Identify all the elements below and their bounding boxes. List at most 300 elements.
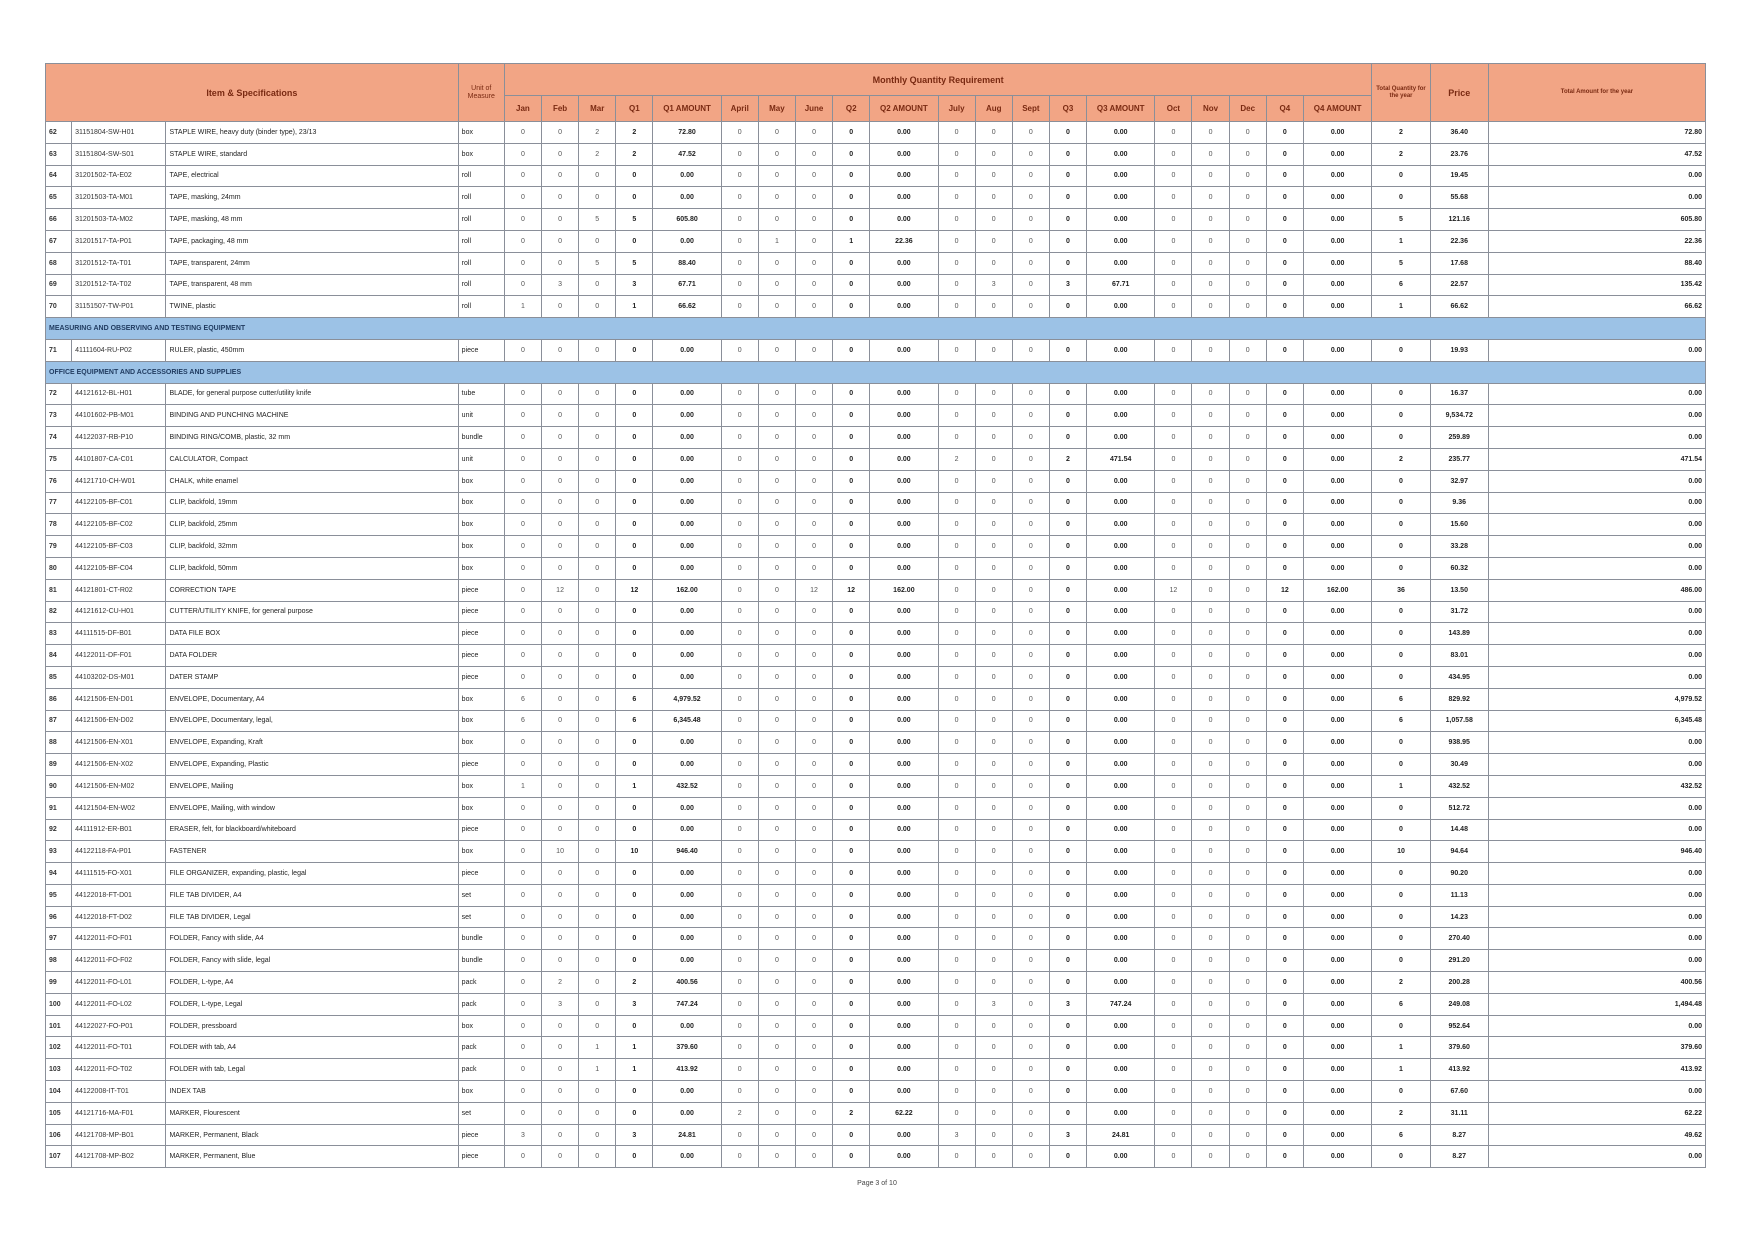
table-cell: 1 bbox=[616, 775, 653, 797]
table-cell: 1 bbox=[1372, 230, 1430, 252]
table-cell: 0 bbox=[938, 339, 975, 361]
table-cell: 0 bbox=[975, 427, 1012, 449]
table-cell: 104 bbox=[46, 1081, 72, 1103]
category-row bbox=[46, 361, 1706, 383]
table-cell: 0 bbox=[721, 841, 758, 863]
table-cell: 0 bbox=[758, 536, 795, 558]
table-cell: 0 bbox=[938, 209, 975, 231]
table-cell: pack bbox=[458, 1059, 504, 1081]
table-cell: 2 bbox=[616, 972, 653, 994]
table-cell: 0.00 bbox=[1087, 754, 1155, 776]
table-cell: roll bbox=[458, 296, 504, 318]
table-cell: 0 bbox=[1229, 928, 1266, 950]
table-cell: 0.00 bbox=[870, 1081, 938, 1103]
table-cell: 0.00 bbox=[1488, 339, 1705, 361]
table-row bbox=[46, 1037, 1706, 1059]
table-cell: 87 bbox=[46, 710, 72, 732]
table-cell: 0 bbox=[1155, 1015, 1192, 1037]
table-cell: 0 bbox=[975, 863, 1012, 885]
table-cell: 0 bbox=[579, 230, 616, 252]
total-qty-header: Total Quantity for the year bbox=[1372, 64, 1430, 122]
table-cell: 0 bbox=[721, 1146, 758, 1168]
table-cell: 22.36 bbox=[870, 230, 938, 252]
table-cell: 0 bbox=[938, 165, 975, 187]
table-cell: 0 bbox=[1155, 405, 1192, 427]
table-cell: 0 bbox=[542, 536, 579, 558]
table-cell: 60.32 bbox=[1430, 557, 1488, 579]
table-cell: 0.00 bbox=[1488, 819, 1705, 841]
table-row bbox=[46, 601, 1706, 623]
table-cell: 0 bbox=[1266, 906, 1303, 928]
table-cell: 0 bbox=[616, 427, 653, 449]
table-cell: 0 bbox=[1192, 623, 1229, 645]
table-cell: 413.92 bbox=[1488, 1059, 1705, 1081]
table-cell: 0 bbox=[975, 928, 1012, 950]
month-header-cell: Q4 AMOUNT bbox=[1303, 96, 1371, 122]
table-cell: 0 bbox=[1192, 143, 1229, 165]
table-cell: 49.62 bbox=[1488, 1124, 1705, 1146]
table-cell: 0 bbox=[1266, 645, 1303, 667]
table-cell: 0 bbox=[1192, 448, 1229, 470]
table-cell: 0 bbox=[758, 448, 795, 470]
table-cell: 0 bbox=[833, 165, 870, 187]
table-row bbox=[46, 1015, 1706, 1037]
table-cell: 0.00 bbox=[1087, 797, 1155, 819]
table-cell: 0 bbox=[975, 819, 1012, 841]
table-cell: 0 bbox=[1012, 906, 1049, 928]
table-cell: 0 bbox=[616, 557, 653, 579]
table-cell: 44111515-FO-X01 bbox=[72, 863, 166, 885]
table-cell: 0 bbox=[579, 754, 616, 776]
table-row bbox=[46, 230, 1706, 252]
table-cell: 94 bbox=[46, 863, 72, 885]
table-cell: ENVELOPE, Documentary, legal, bbox=[166, 710, 458, 732]
table-cell: 0 bbox=[504, 863, 541, 885]
table-cell: 0 bbox=[1372, 601, 1430, 623]
table-cell: 0 bbox=[975, 557, 1012, 579]
table-cell: 0 bbox=[1266, 339, 1303, 361]
table-cell: 0 bbox=[1266, 623, 1303, 645]
table-cell: 0 bbox=[1266, 165, 1303, 187]
table-cell: 0 bbox=[975, 1037, 1012, 1059]
table-cell: 0 bbox=[1012, 601, 1049, 623]
table-cell: 0.00 bbox=[1303, 928, 1371, 950]
table-cell: 0 bbox=[1012, 1124, 1049, 1146]
table-cell: 0 bbox=[616, 165, 653, 187]
table-cell: 0 bbox=[758, 339, 795, 361]
table-cell: 0.00 bbox=[1087, 884, 1155, 906]
table-cell: 0 bbox=[975, 165, 1012, 187]
table-cell: DATA FOLDER bbox=[166, 645, 458, 667]
table-cell: 0.00 bbox=[653, 601, 721, 623]
table-cell: 13.50 bbox=[1430, 579, 1488, 601]
table-cell: 0 bbox=[721, 1037, 758, 1059]
table-cell: 2 bbox=[1372, 122, 1430, 144]
table-cell: 0 bbox=[721, 339, 758, 361]
table-cell: 85 bbox=[46, 666, 72, 688]
table-cell: 3 bbox=[504, 1124, 541, 1146]
table-cell: 1 bbox=[504, 296, 541, 318]
table-cell: 0 bbox=[542, 775, 579, 797]
table-cell: 65 bbox=[46, 187, 72, 209]
table-cell: 0 bbox=[975, 579, 1012, 601]
table-cell: 0.00 bbox=[1303, 645, 1371, 667]
table-cell: 0 bbox=[833, 143, 870, 165]
table-row bbox=[46, 209, 1706, 231]
table-cell: 432.52 bbox=[653, 775, 721, 797]
table-cell: 0 bbox=[1155, 492, 1192, 514]
table-cell: 0 bbox=[1192, 754, 1229, 776]
table-cell: 0.00 bbox=[653, 492, 721, 514]
table-cell: 103 bbox=[46, 1059, 72, 1081]
table-cell: 0.00 bbox=[1303, 906, 1371, 928]
table-cell: TAPE, masking, 24mm bbox=[166, 187, 458, 209]
table-cell: 400.56 bbox=[1488, 972, 1705, 994]
table-cell: CALCULATOR, Compact bbox=[166, 448, 458, 470]
table-row bbox=[46, 514, 1706, 536]
table-cell: 0 bbox=[758, 1015, 795, 1037]
table-cell: FILE ORGANIZER, expanding, plastic, legal bbox=[166, 863, 458, 885]
table-cell: 379.60 bbox=[1488, 1037, 1705, 1059]
table-cell: 0.00 bbox=[870, 688, 938, 710]
table-cell: 0 bbox=[504, 841, 541, 863]
table-cell: 0 bbox=[758, 165, 795, 187]
table-cell: 0 bbox=[579, 165, 616, 187]
table-cell: piece bbox=[458, 339, 504, 361]
table-cell: 0 bbox=[1229, 601, 1266, 623]
table-cell: 0 bbox=[1266, 884, 1303, 906]
table-cell: 0 bbox=[721, 1059, 758, 1081]
table-cell: 0 bbox=[1012, 819, 1049, 841]
table-cell: 0 bbox=[1192, 906, 1229, 928]
table-cell: 0 bbox=[1012, 165, 1049, 187]
table-cell: 0 bbox=[721, 165, 758, 187]
table-cell: 0.00 bbox=[1488, 492, 1705, 514]
table-cell: 0 bbox=[1049, 972, 1086, 994]
table-cell: 0 bbox=[1192, 666, 1229, 688]
table-cell: 0.00 bbox=[1087, 492, 1155, 514]
table-cell: 31201503-TA-M02 bbox=[72, 209, 166, 231]
table-cell: 0.00 bbox=[1087, 819, 1155, 841]
month-header-cell: Q1 bbox=[616, 96, 653, 122]
table-cell: 0 bbox=[1155, 448, 1192, 470]
table-cell: 0 bbox=[542, 1015, 579, 1037]
table-cell: 0 bbox=[758, 863, 795, 885]
table-cell: 0 bbox=[721, 775, 758, 797]
table-cell: 0 bbox=[721, 274, 758, 296]
table-cell: box bbox=[458, 710, 504, 732]
month-header-cell: April bbox=[721, 96, 758, 122]
table-cell: 0 bbox=[1012, 1102, 1049, 1124]
table-cell: 0 bbox=[938, 775, 975, 797]
table-cell: 1 bbox=[616, 296, 653, 318]
table-cell: 0 bbox=[542, 906, 579, 928]
table-cell: CLIP, backfold, 32mm bbox=[166, 536, 458, 558]
table-cell: 0 bbox=[1049, 1059, 1086, 1081]
table-cell: 0 bbox=[1372, 666, 1430, 688]
table-cell: 3 bbox=[975, 274, 1012, 296]
table-cell: 0 bbox=[1155, 557, 1192, 579]
table-cell: FOLDER, Fancy with slide, legal bbox=[166, 950, 458, 972]
table-cell: 0 bbox=[1155, 884, 1192, 906]
table-cell: 0 bbox=[833, 1015, 870, 1037]
table-cell: 0.00 bbox=[1488, 165, 1705, 187]
table-cell: 0 bbox=[616, 884, 653, 906]
table-cell: 0 bbox=[542, 928, 579, 950]
table-cell: 0 bbox=[795, 492, 832, 514]
table-cell: 0 bbox=[579, 492, 616, 514]
table-cell: 0 bbox=[1266, 775, 1303, 797]
table-cell: 0 bbox=[1229, 884, 1266, 906]
table-cell: CHALK, white enamel bbox=[166, 470, 458, 492]
table-cell: 5 bbox=[1372, 252, 1430, 274]
table-cell: 12 bbox=[542, 579, 579, 601]
table-cell: 0 bbox=[938, 863, 975, 885]
table-cell: 0 bbox=[833, 906, 870, 928]
table-cell: 0.00 bbox=[870, 732, 938, 754]
table-cell: 0 bbox=[1229, 230, 1266, 252]
table-cell: 0.00 bbox=[1488, 601, 1705, 623]
table-cell: 0 bbox=[1372, 645, 1430, 667]
table-cell: 946.40 bbox=[653, 841, 721, 863]
table-cell: 0 bbox=[1372, 1146, 1430, 1168]
table-cell: 88 bbox=[46, 732, 72, 754]
table-cell: 0 bbox=[833, 122, 870, 144]
table-cell: 0 bbox=[758, 405, 795, 427]
table-cell: 0 bbox=[1192, 252, 1229, 274]
table-cell: 0 bbox=[1012, 797, 1049, 819]
table-cell: 44111912-ER-B01 bbox=[72, 819, 166, 841]
table-cell: 0 bbox=[1372, 754, 1430, 776]
table-cell: 0 bbox=[1192, 274, 1229, 296]
table-cell: 62.22 bbox=[870, 1102, 938, 1124]
table-cell: 0 bbox=[1192, 601, 1229, 623]
table-cell: 0.00 bbox=[1488, 645, 1705, 667]
table-cell: 0 bbox=[579, 274, 616, 296]
table-cell: 0.00 bbox=[1303, 383, 1371, 405]
table-cell: 0.00 bbox=[1087, 557, 1155, 579]
table-cell: 0 bbox=[795, 688, 832, 710]
table-cell: 0 bbox=[975, 296, 1012, 318]
table-row bbox=[46, 143, 1706, 165]
table-cell: 0 bbox=[833, 841, 870, 863]
table-cell: 0 bbox=[504, 492, 541, 514]
table-cell: 0 bbox=[1155, 187, 1192, 209]
table-cell: 0 bbox=[975, 732, 1012, 754]
price-header: Price bbox=[1430, 64, 1488, 122]
table-cell: 0 bbox=[758, 1102, 795, 1124]
table-cell: 0 bbox=[1372, 536, 1430, 558]
table-cell: 0 bbox=[795, 928, 832, 950]
table-cell: 0 bbox=[579, 339, 616, 361]
table-cell: 0.00 bbox=[1488, 906, 1705, 928]
table-cell: 0 bbox=[795, 1081, 832, 1103]
month-header-cell: Jan bbox=[504, 96, 541, 122]
table-cell: 0 bbox=[542, 448, 579, 470]
table-cell: 0.00 bbox=[653, 754, 721, 776]
table-cell: 0 bbox=[1155, 623, 1192, 645]
table-cell: 0 bbox=[975, 1124, 1012, 1146]
table-cell: 0 bbox=[1012, 405, 1049, 427]
table-cell: 0 bbox=[616, 1102, 653, 1124]
table-row bbox=[46, 645, 1706, 667]
table-cell: 0 bbox=[1229, 906, 1266, 928]
table-cell: 0.00 bbox=[1488, 1081, 1705, 1103]
table-cell: 0 bbox=[833, 863, 870, 885]
table-cell: 0 bbox=[975, 841, 1012, 863]
table-cell: 0 bbox=[1012, 1081, 1049, 1103]
table-cell: FOLDER, L-type, Legal bbox=[166, 993, 458, 1015]
table-cell: 0 bbox=[833, 383, 870, 405]
table-cell: 0 bbox=[975, 514, 1012, 536]
table-cell: 0 bbox=[542, 209, 579, 231]
table-cell: 24.81 bbox=[653, 1124, 721, 1146]
table-cell: 0 bbox=[1266, 993, 1303, 1015]
table-cell: CLIP, backfold, 19mm bbox=[166, 492, 458, 514]
table-cell: 0 bbox=[833, 187, 870, 209]
table-cell: 0 bbox=[1192, 884, 1229, 906]
table-cell: 0 bbox=[542, 557, 579, 579]
month-header-cell: Q2 bbox=[833, 96, 870, 122]
table-cell: 0 bbox=[938, 645, 975, 667]
table-cell: 72.80 bbox=[653, 122, 721, 144]
table-cell: 0 bbox=[1155, 514, 1192, 536]
table-cell: 0 bbox=[795, 296, 832, 318]
table-cell: 0 bbox=[833, 252, 870, 274]
table-cell: 0 bbox=[721, 427, 758, 449]
table-cell: 0 bbox=[1192, 405, 1229, 427]
table-cell: 44121612-CU-H01 bbox=[72, 601, 166, 623]
table-cell: 0 bbox=[1012, 732, 1049, 754]
table-cell: 270.40 bbox=[1430, 928, 1488, 950]
table-cell: 952.64 bbox=[1430, 1015, 1488, 1037]
table-cell: 0.00 bbox=[1303, 884, 1371, 906]
table-cell: 0.00 bbox=[1488, 470, 1705, 492]
table-cell: 1 bbox=[616, 1059, 653, 1081]
table-cell: 0 bbox=[833, 514, 870, 536]
table-cell: 0 bbox=[1229, 492, 1266, 514]
table-cell: 0 bbox=[1229, 165, 1266, 187]
table-cell: 0 bbox=[721, 252, 758, 274]
table-cell: BLADE, for general purpose cutter/utility knife bbox=[166, 383, 458, 405]
table-cell: 0 bbox=[758, 579, 795, 601]
table-cell: 0.00 bbox=[653, 863, 721, 885]
table-cell: 0 bbox=[758, 1081, 795, 1103]
table-cell: 0 bbox=[542, 601, 579, 623]
table-cell: 0 bbox=[721, 819, 758, 841]
table-cell: 0 bbox=[504, 666, 541, 688]
table-cell: 30.49 bbox=[1430, 754, 1488, 776]
table-cell: 0 bbox=[1155, 732, 1192, 754]
table-cell: 0 bbox=[1266, 841, 1303, 863]
table-cell: 0.00 bbox=[1488, 797, 1705, 819]
table-cell: 0 bbox=[938, 972, 975, 994]
table-cell: 0 bbox=[1372, 732, 1430, 754]
table-cell: 0 bbox=[504, 536, 541, 558]
table-cell: 0 bbox=[795, 884, 832, 906]
table-cell: 2 bbox=[1372, 972, 1430, 994]
table-cell: 0 bbox=[1155, 1146, 1192, 1168]
table-cell: 0 bbox=[1192, 209, 1229, 231]
table-cell: 67.71 bbox=[1087, 274, 1155, 296]
table-cell: TWINE, plastic bbox=[166, 296, 458, 318]
table-cell: 0 bbox=[1266, 405, 1303, 427]
table-cell: 0.00 bbox=[870, 122, 938, 144]
table-cell: 0 bbox=[975, 1102, 1012, 1124]
table-cell: 0 bbox=[1012, 1059, 1049, 1081]
table-cell: 0 bbox=[1049, 863, 1086, 885]
table-cell: 0 bbox=[975, 950, 1012, 972]
table-cell: 77 bbox=[46, 492, 72, 514]
table-cell: 0 bbox=[758, 972, 795, 994]
table-cell: 0 bbox=[542, 492, 579, 514]
table-cell: 0 bbox=[758, 274, 795, 296]
table-cell: 69 bbox=[46, 274, 72, 296]
table-cell: 0 bbox=[795, 187, 832, 209]
table-cell: 0.00 bbox=[1087, 252, 1155, 274]
table-cell: 432.52 bbox=[1430, 775, 1488, 797]
table-cell: 0 bbox=[504, 1015, 541, 1037]
table-cell: 0 bbox=[1012, 1146, 1049, 1168]
table-row bbox=[46, 666, 1706, 688]
table-row bbox=[46, 1124, 1706, 1146]
table-cell: 0 bbox=[542, 1146, 579, 1168]
table-cell: box bbox=[458, 514, 504, 536]
table-cell: 0.00 bbox=[870, 383, 938, 405]
table-cell: 83.01 bbox=[1430, 645, 1488, 667]
table-cell: 0 bbox=[795, 274, 832, 296]
table-cell: 0 bbox=[938, 143, 975, 165]
table-row bbox=[46, 296, 1706, 318]
table-cell: 0 bbox=[504, 165, 541, 187]
table-cell: 0 bbox=[1266, 492, 1303, 514]
table-cell: 0 bbox=[833, 775, 870, 797]
table-cell: 0 bbox=[938, 841, 975, 863]
table-cell: 6 bbox=[1372, 710, 1430, 732]
table-cell: 0.00 bbox=[653, 383, 721, 405]
table-cell: 1 bbox=[504, 775, 541, 797]
table-cell: 0 bbox=[1266, 1102, 1303, 1124]
table-cell: 0.00 bbox=[1303, 754, 1371, 776]
table-cell: 0 bbox=[938, 252, 975, 274]
table-cell: 44122027-FO-P01 bbox=[72, 1015, 166, 1037]
table-cell: 0.00 bbox=[1303, 710, 1371, 732]
table-cell: 0 bbox=[1266, 230, 1303, 252]
table-cell: 47.52 bbox=[1488, 143, 1705, 165]
table-cell: 3 bbox=[616, 274, 653, 296]
table-row bbox=[46, 841, 1706, 863]
table-cell: 0 bbox=[975, 536, 1012, 558]
table-cell: 0 bbox=[975, 492, 1012, 514]
table-cell: 0 bbox=[1266, 1037, 1303, 1059]
table-cell: 0.00 bbox=[870, 993, 938, 1015]
table-cell: 0.00 bbox=[1087, 165, 1155, 187]
table-cell: 0 bbox=[938, 666, 975, 688]
table-cell: 0 bbox=[1372, 470, 1430, 492]
table-cell: 0 bbox=[504, 797, 541, 819]
table-cell: 0 bbox=[1012, 448, 1049, 470]
table-cell: 0 bbox=[795, 143, 832, 165]
table-cell: 0 bbox=[1049, 1081, 1086, 1103]
table-cell: 0 bbox=[721, 950, 758, 972]
table-cell: 44122018-FT-D01 bbox=[72, 884, 166, 906]
table-header bbox=[46, 64, 1706, 122]
table-cell: 0 bbox=[1049, 884, 1086, 906]
table-cell: 6 bbox=[1372, 688, 1430, 710]
table-cell: 0.00 bbox=[1087, 122, 1155, 144]
table-cell: 1 bbox=[833, 230, 870, 252]
table-cell: MARKER, Permanent, Black bbox=[166, 1124, 458, 1146]
